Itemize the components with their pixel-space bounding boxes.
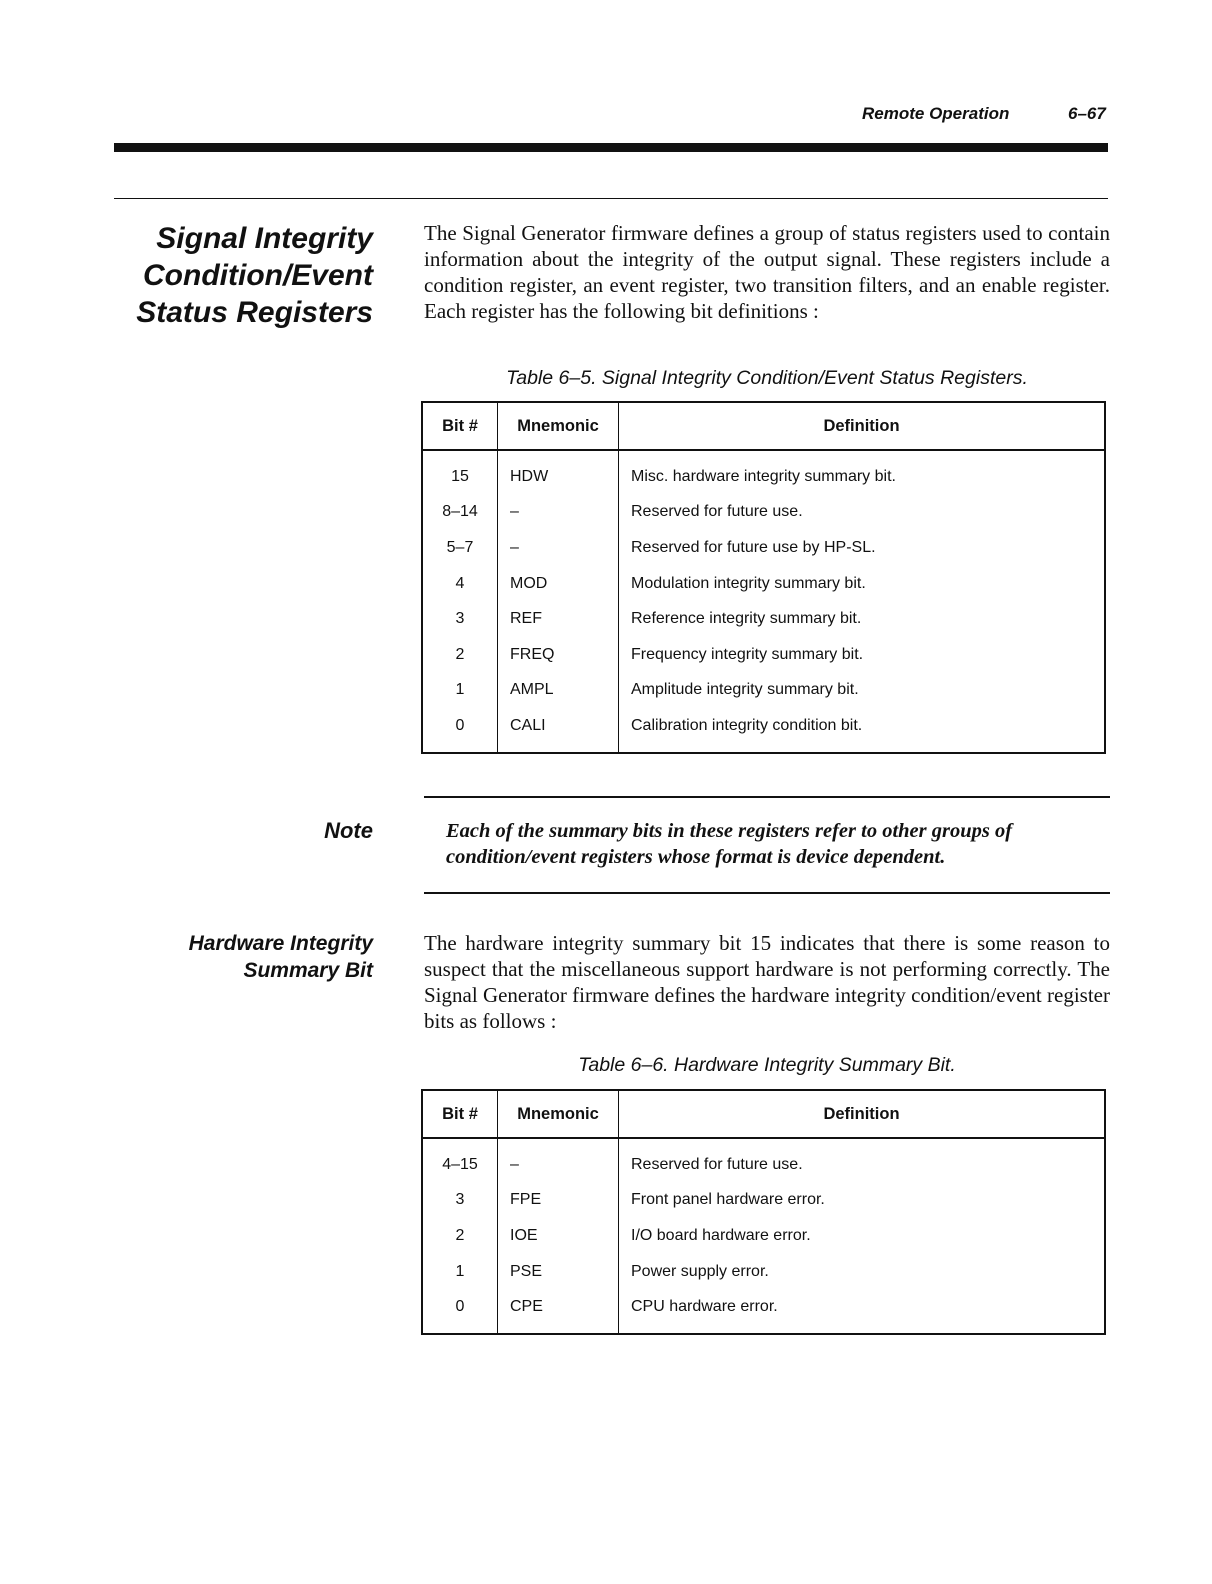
bit-cell: 4 <box>455 574 465 592</box>
table-row <box>422 1183 1105 1219</box>
mnemonic-cell: REF <box>498 601 619 637</box>
header-thick-rule <box>114 143 1108 152</box>
bit-cell: 3 <box>455 1191 465 1209</box>
definition-cell: Reserved for future use. <box>619 1138 1106 1183</box>
table-row <box>422 530 1105 566</box>
column-header-definition: Definition <box>619 1090 1106 1138</box>
definition-cell: Amplitude integrity summary bit. <box>619 673 1106 709</box>
mnemonic-cell: MOD <box>498 566 619 602</box>
mnemonic-cell: CPE <box>498 1289 619 1334</box>
definition-cell: CPU hardware error. <box>619 1289 1106 1334</box>
bit-cell: 3 <box>455 610 465 628</box>
bit-cell: 0 <box>455 1298 465 1316</box>
definition-cell: I/O board hardware error. <box>619 1218 1106 1254</box>
column-header-bit: Bit # <box>422 402 498 450</box>
table-row <box>422 1289 1105 1334</box>
hardware-integrity-table <box>421 1089 1106 1335</box>
table-row <box>422 495 1105 531</box>
definition-cell: Reserved for future use by HP-SL. <box>619 530 1106 566</box>
section1-intro-paragraph: The Signal Generator firmware defines a group of status registers used to contain information about the integrity of the output signal. These registers include a condition register, an event register, two transition filters, and an enable register. Each register has the following bit definitions : <box>424 221 1110 323</box>
section-title-line: Condition/Event <box>143 259 373 292</box>
section-title-line: Status Registers <box>136 296 373 329</box>
table-row <box>422 566 1105 602</box>
mnemonic-cell: – <box>498 495 619 531</box>
mnemonic-cell: FPE <box>498 1183 619 1219</box>
definition-cell: Reserved for future use. <box>619 495 1106 531</box>
mnemonic-cell: IOE <box>498 1218 619 1254</box>
section-title-signal-integrity <box>100 220 373 331</box>
table-header-row <box>422 1090 1105 1138</box>
mnemonic-cell: CALI <box>498 708 619 753</box>
definition-cell: Reference integrity summary bit. <box>619 601 1106 637</box>
mnemonic-cell: PSE <box>498 1254 619 1290</box>
definition-cell: Modulation integrity summary bit. <box>619 566 1106 602</box>
table-row <box>422 673 1105 709</box>
table-row <box>422 1254 1105 1290</box>
table-row <box>422 450 1105 495</box>
table-row <box>422 601 1105 637</box>
section2-intro-paragraph: The hardware integrity summary bit 15 indicates that there is some reason to suspect that the miscellaneous support hardware is not performing correctly. The Signal Generator firmware defines the hardware integrity condition/event register bits as follows : <box>424 931 1110 1033</box>
definition-cell: Frequency integrity summary bit. <box>619 637 1106 673</box>
section-title-line: Signal Integrity <box>156 222 373 255</box>
bit-cell: 1 <box>455 1262 465 1280</box>
bit-cell: 2 <box>455 1226 465 1244</box>
table-row <box>422 708 1105 753</box>
bit-cell: 0 <box>455 716 465 734</box>
section-title-line: Hardware Integrity <box>188 932 373 955</box>
bit-cell: 5–7 <box>446 538 474 556</box>
table-6-5-caption: Table 6–5. Signal Integrity Condition/Event Status Registers. <box>506 367 1028 389</box>
definition-cell: Power supply error. <box>619 1254 1106 1290</box>
column-header-definition: Definition <box>619 402 1106 450</box>
note-label: Note <box>324 818 373 843</box>
bit-cell: 8–14 <box>442 503 478 521</box>
mnemonic-cell: FREQ <box>498 637 619 673</box>
definition-cell: Front panel hardware error. <box>619 1183 1106 1219</box>
table-row <box>422 637 1105 673</box>
section-title-line: Summary Bit <box>243 959 373 982</box>
table-row <box>422 1138 1105 1183</box>
section-rule <box>114 198 1108 199</box>
signal-integrity-table <box>421 401 1106 754</box>
column-header-mnemonic: Mnemonic <box>498 402 619 450</box>
page-number: 6–67 <box>1068 104 1106 123</box>
section-title-hardware-integrity <box>100 930 373 984</box>
mnemonic-cell: – <box>498 530 619 566</box>
bit-cell: 4–15 <box>442 1155 478 1173</box>
note-text: Each of the summary bits in these registers refer to other groups of condition/event registers whose format is device dependent. <box>446 820 1013 868</box>
bit-cell: 15 <box>451 467 469 485</box>
column-header-mnemonic: Mnemonic <box>498 1090 619 1138</box>
note-top-rule <box>424 796 1110 798</box>
mnemonic-cell: HDW <box>498 450 619 495</box>
definition-cell: Calibration integrity condition bit. <box>619 708 1106 753</box>
table-row <box>422 1218 1105 1254</box>
mnemonic-cell: AMPL <box>498 673 619 709</box>
definition-cell: Misc. hardware integrity summary bit. <box>619 450 1106 495</box>
running-header-section: Remote Operation <box>862 104 1010 123</box>
table-header-row <box>422 402 1105 450</box>
mnemonic-cell: – <box>498 1138 619 1183</box>
bit-cell: 2 <box>455 645 465 663</box>
column-header-bit: Bit # <box>422 1090 498 1138</box>
table-6-6-caption: Table 6–6. Hardware Integrity Summary Bit. <box>578 1054 956 1076</box>
bit-cell: 1 <box>455 681 465 699</box>
note-bottom-rule <box>424 892 1110 894</box>
